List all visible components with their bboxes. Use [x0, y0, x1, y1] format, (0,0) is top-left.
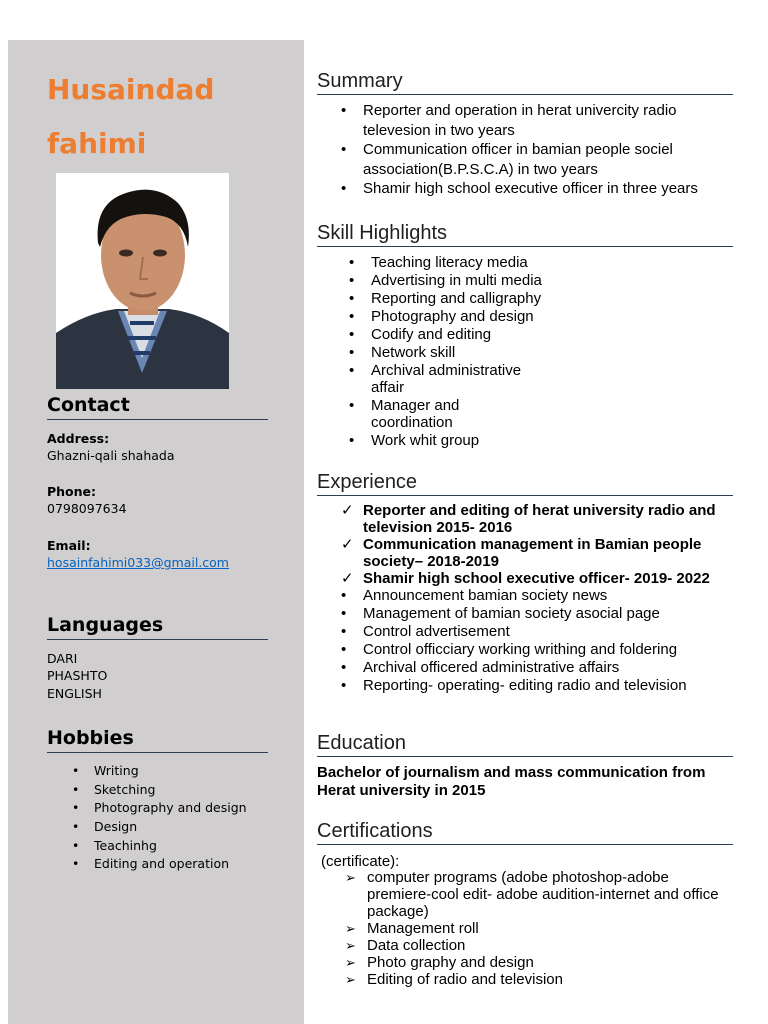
certifications-heading: Certifications [317, 820, 733, 845]
experience-heading: Experience [317, 471, 733, 496]
summary-heading: Summary [317, 70, 733, 95]
skill-item: • Codify and editing [371, 326, 551, 343]
hobby-item: • Sketching [47, 781, 247, 800]
skills-heading: Skill Highlights [317, 222, 733, 247]
experience-highlight: ✓ Communication management in Bamian people society– 2018-2019 [363, 536, 735, 570]
email-link[interactable]: hosainfahimi033@gmail.com [47, 555, 229, 570]
experience-highlight: ✓ Reporter and editing of herat university radio and television 2015- 2016 [363, 502, 735, 536]
hobby-item: • Teachinhg [47, 837, 247, 856]
experience-highlight: ✓ Shamir high school executive officer- 2019- 2022 [363, 570, 735, 587]
hobby-item: • Writing [47, 762, 247, 781]
hobby-item: • Photography and design [47, 799, 247, 818]
skill-item: • Reporting and calligraphy [371, 290, 551, 307]
experience-item: • Control officciary working writhing and foldering [363, 641, 735, 659]
skills-list [371, 254, 551, 449]
experience-highlights [363, 502, 735, 587]
language-item: DARI [47, 651, 78, 666]
certification-item: ➢ computer programs (adobe photoshop-adobe premiere-cool edit- adobe audition-internet and office package) [367, 869, 737, 920]
hobbies-list [47, 762, 247, 874]
hobby-item: • Design [47, 818, 247, 837]
language-item: PHASHTO [47, 668, 108, 683]
experience-list [363, 587, 735, 695]
experience-item: • Control advertisement [363, 623, 735, 641]
hobbies-heading: Hobbies [47, 728, 268, 753]
summary-item: • Reporter and operation in herat univercity radio televesion in two years [363, 101, 723, 140]
name-last: fahimi [47, 127, 147, 160]
summary-list [363, 101, 723, 199]
certification-item: ➢ Editing of radio and television [367, 971, 737, 988]
experience-item: • Archival officered administrative affairs [363, 659, 735, 677]
skill-item: • Teaching literacy media [371, 254, 551, 271]
languages-heading: Languages [47, 615, 268, 640]
certifications-list [367, 869, 737, 988]
certification-item: ➢ Management roll [367, 920, 737, 937]
skill-item: • Archival administrative affair [371, 362, 531, 396]
experience-item: • Reporting- operating- editing radio and television [363, 677, 735, 695]
summary-item: • Communication officer in bamian people sociel association(B.P.S.C.A) in two years [363, 140, 723, 179]
education-text: Bachelor of journalism and mass communication from Herat university in 2015 [317, 764, 706, 799]
contact-heading: Contact [47, 395, 268, 420]
language-item: ENGLISH [47, 686, 102, 701]
skill-item: • Work whit group [371, 432, 551, 449]
email-label: Email: [47, 538, 91, 553]
name-first: Husaindad [47, 73, 215, 106]
phone-value: 0798097634 [47, 501, 127, 516]
skill-item: • Network skill [371, 344, 551, 361]
education-heading: Education [317, 732, 733, 757]
profile-photo [56, 173, 229, 389]
skill-item: • Photography and design [371, 308, 551, 325]
address-label: Address: [47, 431, 110, 446]
skill-item: • Advertising in multi media [371, 272, 551, 289]
summary-item: • Shamir high school executive officer in three years [363, 179, 723, 199]
certification-item: ➢ Data collection [367, 937, 737, 954]
certification-item: ➢ Photo graphy and design [367, 954, 737, 971]
phone-label: Phone: [47, 484, 97, 499]
experience-item: • Announcement bamian society news [363, 587, 735, 605]
address-value: Ghazni-qali shahada [47, 448, 175, 463]
skill-item: • Manager and coordination [371, 397, 491, 431]
certifications-intro: (certificate): [321, 853, 400, 870]
experience-item: • Management of bamian society asocial page [363, 605, 735, 623]
hobby-item: • Editing and operation [47, 855, 247, 874]
